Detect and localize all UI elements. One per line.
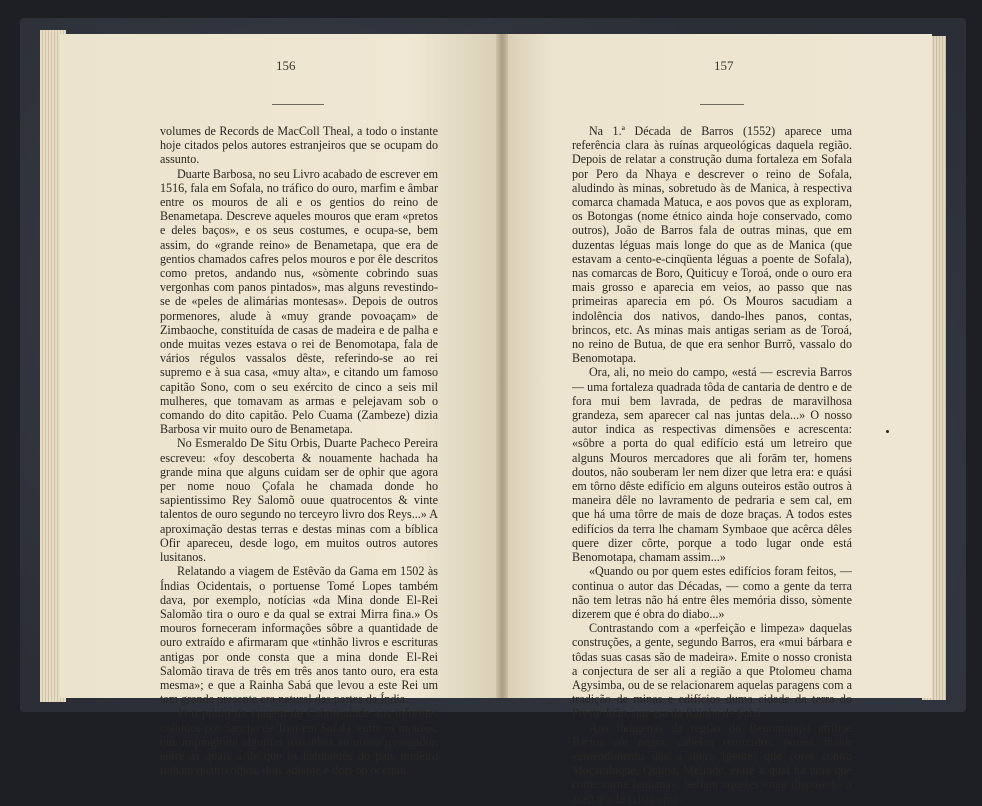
ink-speck <box>886 430 889 433</box>
paragraph: «Quando ou por quem estes edifícios foram feitos, — continua o autor das Décadas, — como a gente da terra não tem letras não há entre êles memória disso, sòmente dizerem que é obra do diabo...» <box>572 564 852 621</box>
paragraph: Duarte Barbosa, no seu Livro acabado de escrever em 1516, fala em Sofala, no tráfico do ouro, marfim e âmbar entre os mouros de ali e os gentios do reino de Benametapa. Descreve aqueles mouros que eram «pretos e deles baços», e os seus costumes, e ocupa-se, bem assim, do «grande reino» de Benametapa, que era de gentios chamados cafres pelos mouros e por êle descritos como pretos, andando nus, «sòmente cobrindo suas vergonhas com panos pintados», mas alguns revestindo-se de «peles de alimárias montesas». Depois de outros pormenores, alude à «muy grande povoaçam» de Zimbaoche, constituída de casas de madeira e de palha e onde muitas vezes estava o rei de Benomotapa, fala de vários régulos vassalos dêste, referindo-se ao rei supremo e à sua casa, «muy alta», e citando um famoso capitão Sono, com o seu exército de cinco a seis mil mulheres, que tomavam as armas e pelejavam sob o comando do dito capitão. Pelo Cuama (Zambeze) dizia Barbosa vir muito ouro de Benametapa. <box>160 166 438 437</box>
left-page-number: 156 <box>276 58 296 73</box>
left-page-text <box>160 124 438 777</box>
book-gutter <box>496 34 508 698</box>
right-header-rule <box>700 104 744 105</box>
paragraph: Na 1.ª Década de Barros (1552) aparece uma referência clara às ruínas arqueológicas daquela região. Depois de relatar a construção duma fortaleza em Sofala por Pero da Nhaya e descrever o reino de Sofala, aludindo às minas, sobretudo às de Manica, à respectiva comarca chamada Matuca, e aos povos que as exploram, os Botongas (nome étnico ainda hoje conservado, como outros), João de Barros fala de outras minas, que em duzentas léguas mais longe do que as de Manica (que estavam a cento-e-cinqüenta léguas a poente de Sofala), nas comarcas de Boro, Quiticuy e Toroá, onde o ouro era mais grosso e aparecia em veios, ao passo que nas primeiras aparecia em pó. Os Mouros sacudiam a indolência dos nativos, dando-lhes panos, contas, brincos, etc. As minas mais antigas seriam as de Toroá, no reino de Butua, de que era senhor Burrõ, vassalo do Benomotapa. <box>572 124 852 366</box>
left-header-rule <box>272 104 324 105</box>
paragraph: volumes de Records de MacColl Theal, a todo o instante hoje citados pelos autores estranjeiros que se ocupam do assunto. <box>160 124 438 167</box>
paragraph: Ora, ali, no meio do campo, «está — escrevia Barros — uma fortaleza quadrada tôda de cantaria de dentro e de fora mui bem lavrada, de pedras de maravilhosa grandeza, sem aparecer cal nas juntas dela...» O nosso autor indica as respectivas dimensões e acrescenta: «sôbre a porta do qual edifício está um letreiro que alguns Mouros mercadores que ali forām ter, homens doutos, não souberam ler nem dizer que letra era: e quási em tôrno dêste edifício em alguns outeiros estão outros à maneira dêle no lavramento de pedraria e sem cal, em que há uma tôrre de mais de doze braças. A todos estes edifícios da terra lhe chamam Symbaoe que acêrca dêles quere dizer côrte, porque a todo lugar onde está Benomotapa, chamam assim...» <box>572 365 852 565</box>
paragraph: Contrastando com a «perfeição e limpeza» daquelas construções, a gente, segundo Barros, era «mui bárbara e tôdas suas casas são de madeira». Emite o nosso cronista a conjectura de ser ali a região a que Ptolomeu chama Agysimba, ou de se relacionarem aquelas paragens com a tradição de minas e edifícios duma cidade da terra do Preste João, que era da Rainha de Sabá. <box>572 621 852 721</box>
paragraph: Aos indígenas da região do Benomotapa atribue Barros côr negra, cabelos retorcidos, porém maior «entendimento que a outra [gente] que corre contra Moçambique, Quiloa, Melinde, entre a qual há uma que come carne humana». Seriam aqueles «mui dispostos» a aceitar a fé cristã «por- <box>572 720 852 806</box>
paragraph: No Esmeraldo De Situ Orbis, Duarte Pacheco Pereira escreveu: «foy descoberta & nouamente hachada ha grande mina que alguns cuidam ser de ophir que agora per nome nouo Çofala he chamada donde ho sapientissimo Rey Salomõ ouue quatrocentos & vinte talentos de ouro segundo no terceyro livro dos Reys...» A aproximação destas terras e destas minas com a bíblica Ofir apareceu, desde logo, em muitos outros autores lusitanos. <box>160 436 438 565</box>
paragraph: Já o piloto da viagem de Cabral alude aos informes colhidos por Sancho de Toar em Sofala, entre os mouros, que impingiram algumas patranhas ao nosso navegador, entre as quais a de que os habitantes do país mineiro tinham quatro olhos, dois adiante e dois no occiput... <box>160 706 438 778</box>
paragraph: Relatando a viagem de Estêvão da Gama em 1502 às Índias Ocidentais, o portuense Tomé Lopes também dava, por exemplo, notícias «da Mina donde El-Rei Salomão tira o ouro e da qual se extrai Mirra fina.» Os mouros forneceram informações sôbre a quantidade de ouro extraído e afirmaram que «tinhão livros e escrituras antigas por onde consta que a mina donde El-Rei Salomão tirava de três em três anos tanto ouro, era esta mesma»; e que a Rainha Sabá que levou a este Rei um tam grande presente era natural das partes da Índia. <box>160 564 438 707</box>
right-page-text <box>572 124 852 806</box>
right-page-number: 157 <box>714 58 734 73</box>
